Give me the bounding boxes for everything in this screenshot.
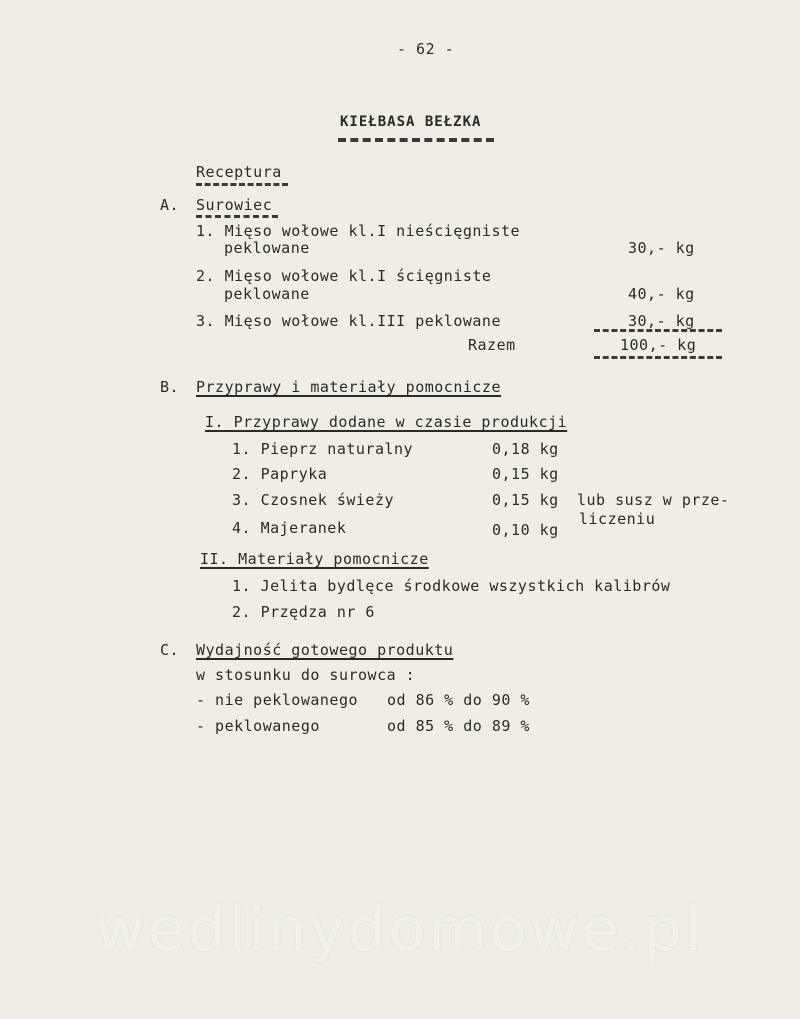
section-c-letter: C. [160,641,180,659]
auxiliary-item-1: 1. Jelita bydlęce środkowe wszystkich kalibrów [232,577,671,595]
yield-2-range: od 85 % do 89 % [387,717,530,735]
spices-heading: I. Przyprawy dodane w czasie produkcji [205,413,568,431]
section-a-underline [196,215,278,218]
section-c-heading: Wydajność gotowego produktu [196,641,454,659]
total-rule [594,356,722,359]
watermark: wedlinydomowe.pl [95,895,705,965]
ingredient-3-line1: 3. Mięso wołowe kl.III peklowane [196,312,501,330]
section-b-heading: Przyprawy i materiały pomocnicze [196,378,501,396]
ingredient-2-line1: 2. Mięso wołowe kl.I ścięgniste [196,267,492,285]
yield-1-label: - nie peklowanego [196,691,359,709]
section-b-letter: B. [160,378,180,396]
spice-2-name: 2. Papryka [232,465,328,483]
auxiliary-materials-heading: II. Materiały pomocnicze [200,550,429,568]
title-double-underline [338,138,494,142]
recipe-title: KIEŁBASA BEŁZKA [340,114,482,130]
spice-4-qty: 0,10 kg [492,521,559,539]
spice-4-name: 4. Majeranek [232,519,347,537]
ingredient-3-qty: 30,- kg [628,312,695,330]
spice-3-name: 3. Czosnek świeży [232,491,395,509]
ingredient-1-line2: peklowane [224,239,310,257]
section-a-heading: Surowiec [196,196,273,214]
ingredient-1-qty: 30,- kg [628,239,695,257]
spice-1-name: 1. Pieprz naturalny [232,440,414,458]
total-qty: 100,- kg [620,336,697,354]
ingredient-2-line2: peklowane [224,285,310,303]
page-number: - 62 - [397,40,455,58]
subtotal-rule [594,329,722,332]
spice-note-line2: liczeniu [579,510,656,528]
total-label: Razem [468,336,516,354]
receptura-underline [196,183,288,186]
yield-intro: w stosunku do surowca : [196,666,416,684]
spice-note-line1: lub susz w prze- [577,491,730,509]
yield-2-label: - peklowanego [196,717,320,735]
auxiliary-item-2: 2. Przędza nr 6 [232,603,375,621]
spice-2-qty: 0,15 kg [492,465,559,483]
receptura-heading: Receptura [196,163,282,181]
section-a-letter: A. [160,196,180,214]
spice-1-qty: 0,18 kg [492,440,559,458]
ingredient-1-line1: 1. Mięso wołowe kl.I nieścięgniste [196,222,521,240]
yield-1-range: od 86 % do 90 % [387,691,530,709]
ingredient-2-qty: 40,- kg [628,285,695,303]
spice-3-qty: 0,15 kg [492,491,559,509]
